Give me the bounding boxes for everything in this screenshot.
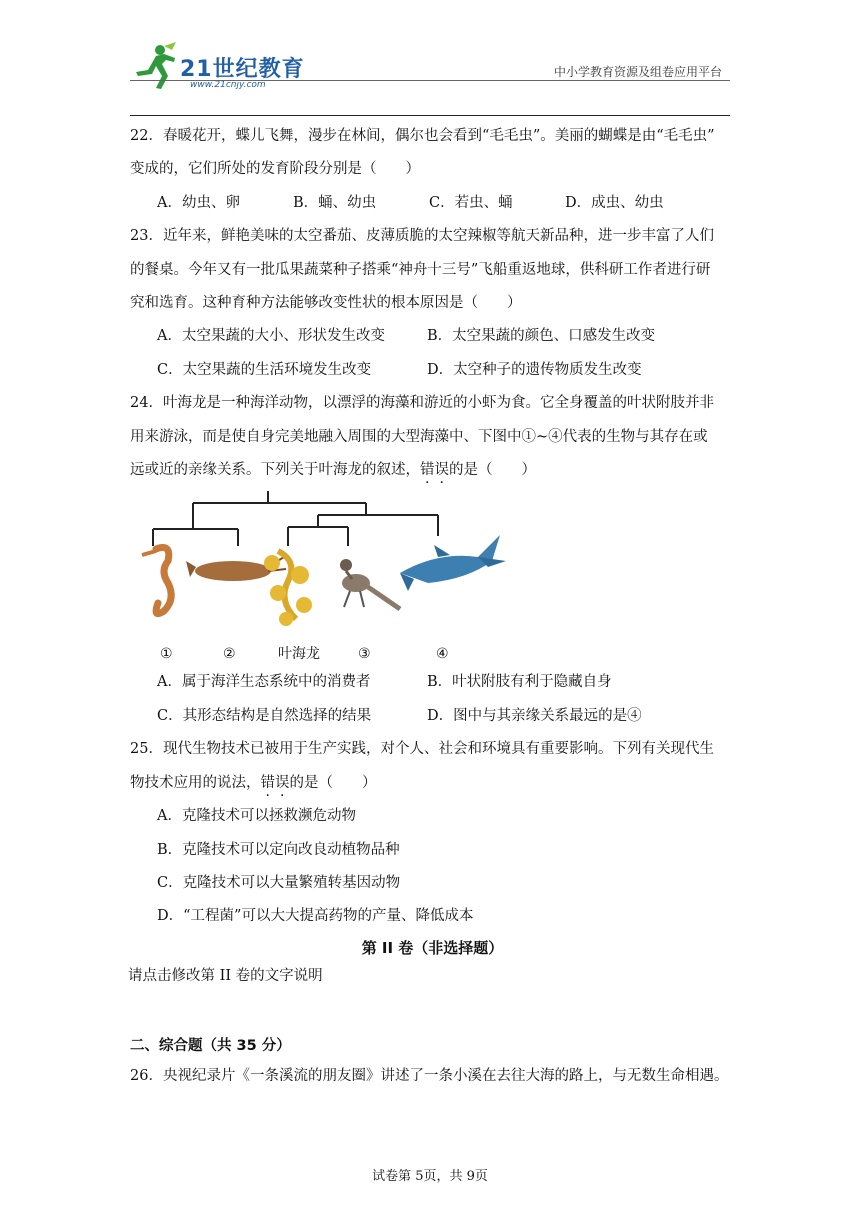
question-23-line-3: 究和选育。这种育种方法能够改变性状的根本原因是（ ） bbox=[130, 295, 522, 312]
option-d[interactable]: D．成虫、幼虫 bbox=[565, 194, 664, 211]
option-a[interactable]: A．克隆技术可以拯救濒危动物 bbox=[157, 808, 356, 825]
figure-label-leafy-sea-dragon: 叶海龙 bbox=[278, 646, 320, 663]
option-b[interactable]: B．克隆技术可以定向改良动植物品种 bbox=[157, 841, 400, 858]
option-c[interactable]: C．太空果蔬的生活环境发生改变 bbox=[157, 361, 372, 378]
question-23-line-1: 23．近年来，鲜艳美味的太空番茄、皮薄质脆的太空辣椒等航天新品种，进一步丰富了人们 bbox=[130, 228, 714, 245]
emphasis-char: 误 bbox=[275, 774, 290, 791]
emphasis-char: 错 bbox=[420, 462, 435, 479]
question-23-options-row-1 bbox=[130, 320, 735, 353]
question-25-line-1: 25．现代生物技术已被用于生产实践，对个人、社会和环境具有重要影响。下列有关现代生 bbox=[130, 741, 714, 758]
section-2-note[interactable]: 请点击修改第 II 卷的文字说明 bbox=[128, 967, 323, 984]
logo-text: 21世纪教育 bbox=[180, 57, 305, 82]
question-24-options-row-1 bbox=[130, 666, 735, 699]
figure-label-2: ② bbox=[223, 646, 236, 663]
option-c[interactable]: C．克隆技术可以大量繁殖转基因动物 bbox=[157, 874, 401, 891]
header-rule bbox=[130, 80, 730, 81]
figure-label-1: ① bbox=[160, 646, 173, 663]
exam-content bbox=[130, 120, 735, 1093]
option-d[interactable]: D．太空种子的遗传物质发生改变 bbox=[427, 361, 642, 378]
section-2-title: 第 II 卷（非选择题） bbox=[361, 938, 504, 957]
feathered-dinosaur-icon bbox=[340, 559, 400, 609]
question-25-line-2: 物技术应用的说法，错误的是（ ） bbox=[130, 774, 377, 791]
option-c[interactable]: C．若虫、蛹 bbox=[429, 194, 513, 211]
page-footer: 试卷第 5页，共 9页 bbox=[372, 1169, 488, 1184]
option-a[interactable]: A．属于海洋生态系统中的消费者 bbox=[157, 674, 371, 691]
question-26-line-1: 26．央视纪录片《一条溪流的朋友圈》讲述了一条小溪在去往大海的路上，与无数生命相遇。 bbox=[130, 1067, 729, 1084]
logo-url: www.21cnjy.com bbox=[190, 80, 266, 90]
header-rule-bold bbox=[130, 115, 730, 116]
question-24-line-2: 用来游泳，而是使自身完美地融入周围的大型海藻中、下图中①~④代表的生物与其存在或 bbox=[130, 428, 708, 445]
question-24-options-row-2 bbox=[130, 700, 735, 733]
seahorse-icon bbox=[142, 548, 171, 614]
emphasis-char: 误 bbox=[434, 462, 449, 479]
question-23-line-2: 的餐桌。今年又有一批瓜果蔬菜种子搭乘“神舟十三号”飞船重返地球，供科研工作者进行研 bbox=[130, 261, 711, 278]
option-b[interactable]: B．太空果蔬的颜色、口感发生改变 bbox=[427, 328, 656, 345]
question-23-options-row-2 bbox=[130, 354, 735, 387]
runner-logo-icon bbox=[130, 42, 178, 92]
leafy-sea-dragon-icon bbox=[264, 551, 312, 626]
question-22-options bbox=[130, 187, 735, 220]
page-header bbox=[130, 30, 730, 116]
question-24-line-3: 远或近的亲缘关系。下列关于叶海龙的叙述，错误的是（ ） bbox=[130, 462, 536, 479]
phylogenetic-tree-figure bbox=[138, 491, 518, 666]
option-b[interactable]: B．蛹、幼虫 bbox=[293, 194, 377, 211]
option-b[interactable]: B．叶状附肢有利于隐藏自身 bbox=[427, 674, 612, 691]
option-a[interactable]: A．太空果蔬的大小、形状发生改变 bbox=[157, 328, 385, 345]
figure-label-4: ④ bbox=[436, 646, 449, 663]
figure-label-3: ③ bbox=[358, 646, 371, 663]
question-22-line-2: 变成的，它们所处的发育阶段分别是（ ） bbox=[130, 161, 420, 178]
logo bbox=[130, 38, 370, 98]
tree-diagram bbox=[138, 491, 518, 636]
emphasis-char: 错 bbox=[260, 774, 275, 791]
section-heading: 二、综合题（共 35 分） bbox=[130, 1037, 291, 1054]
question-24-line-1: 24．叶海龙是一种海洋动物，以漂浮的海藻和游近的小虾为食。它全身覆盖的叶状附肢并非 bbox=[130, 395, 714, 412]
option-d[interactable]: D．“工程菌”可以大大提高药物的产量、降低成本 bbox=[157, 908, 474, 925]
option-a[interactable]: A．幼虫、卵 bbox=[157, 194, 240, 211]
platform-name: 中小学教育资源及组卷应用平台 bbox=[553, 65, 722, 79]
option-c[interactable]: C．其形态结构是自然选择的结果 bbox=[157, 707, 372, 724]
swordfish-icon bbox=[400, 535, 506, 591]
option-d[interactable]: D．图中与其亲缘关系最远的是④ bbox=[427, 707, 642, 724]
question-22-line-1: 22．春暖花开，蝶儿飞舞，漫步在林间，偶尔也会看到“毛毛虫”。美丽的蝴蝶是由“毛毛虫” bbox=[130, 128, 715, 144]
